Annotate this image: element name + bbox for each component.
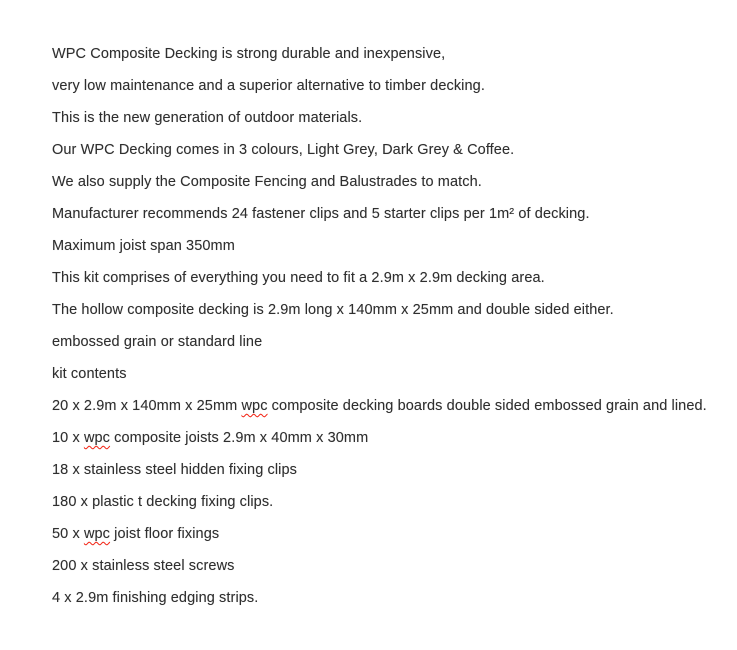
doc-line xyxy=(52,454,697,486)
doc-line xyxy=(52,390,707,422)
text-segment: The hollow composite decking is 2.9m long x 140mm x 25mm and double sided either. xyxy=(52,302,614,318)
document-text-body xyxy=(52,38,707,614)
text-segment: composite decking boards double sided embossed grain and lined. xyxy=(267,398,707,414)
text-segment: 20 x 2.9m x 140mm x 25mm xyxy=(52,398,242,414)
text-segment: Maximum joist span 350mm xyxy=(52,238,235,254)
doc-line xyxy=(52,518,697,550)
doc-line xyxy=(52,422,697,454)
text-segment: 50 x xyxy=(52,526,84,542)
doc-line xyxy=(52,550,697,582)
text-segment: Our WPC Decking comes in 3 colours, Light Grey, Dark Grey & Coffee. xyxy=(52,142,515,158)
text-segment: composite joists 2.9m x 40mm x 30mm xyxy=(110,430,369,446)
text-segment: joist floor fixings xyxy=(110,526,220,542)
doc-line xyxy=(52,102,697,134)
text-segment: This is the new generation of outdoor materials. xyxy=(52,110,363,126)
doc-line xyxy=(52,326,697,358)
doc-line xyxy=(52,358,697,390)
doc-line xyxy=(52,262,697,294)
text-segment: 200 x stainless steel screws xyxy=(52,558,235,574)
text-segment: WPC Composite Decking is strong durable and inexpensive, xyxy=(52,46,446,62)
text-segment: kit contents xyxy=(52,366,127,382)
text-segment: This kit comprises of everything you need to fit a 2.9m x 2.9m decking area. xyxy=(52,270,545,286)
misspelled-word: wpc xyxy=(241,398,268,414)
text-segment: embossed grain or standard line xyxy=(52,334,263,350)
text-segment: 4 x 2.9m finishing edging strips. xyxy=(52,590,259,606)
doc-line xyxy=(52,486,697,518)
text-segment: 18 x stainless steel hidden fixing clips xyxy=(52,462,297,478)
doc-line xyxy=(52,294,697,326)
doc-line xyxy=(52,166,697,198)
doc-line xyxy=(52,230,697,262)
text-segment: We also supply the Composite Fencing and Balustrades to match. xyxy=(52,174,482,190)
text-segment: 180 x plastic t decking fixing clips. xyxy=(52,494,274,510)
text-segment: Manufacturer recommends 24 fastener clips and 5 starter clips per 1m² of decking. xyxy=(52,206,590,222)
text-segment: 10 x xyxy=(52,430,84,446)
misspelled-word: wpc xyxy=(83,526,111,542)
doc-line xyxy=(52,70,697,102)
doc-line xyxy=(52,198,697,230)
doc-line xyxy=(52,582,697,614)
text-segment: very low maintenance and a superior alternative to timber decking. xyxy=(52,78,485,94)
misspelled-word: wpc xyxy=(83,430,111,446)
doc-line xyxy=(52,134,697,166)
doc-line xyxy=(52,38,697,70)
